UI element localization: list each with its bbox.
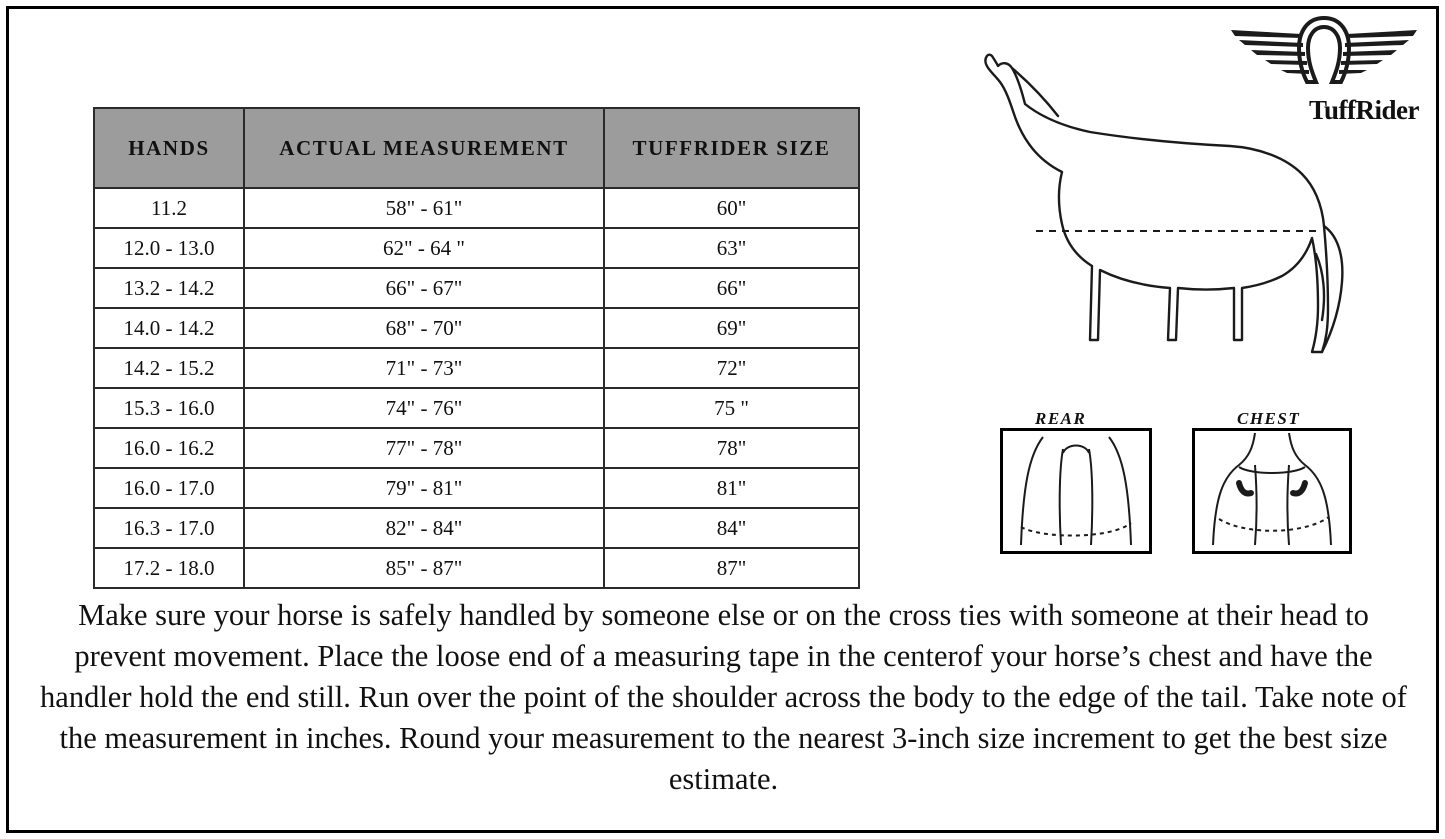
cell-size: 87" (604, 548, 859, 588)
cell-actual: 68" - 70" (244, 308, 604, 348)
horse-side-profile-outline-icon (930, 40, 1360, 400)
column-header-hands: HANDS (94, 108, 244, 188)
cell-actual: 79" - 81" (244, 468, 604, 508)
cell-hands: 11.2 (94, 188, 244, 228)
table-row (94, 508, 859, 548)
horse-chest-view-outline-icon (1192, 428, 1352, 554)
table-row (94, 228, 859, 268)
column-header-tuffrider-size: TUFFRIDER SIZE (604, 108, 859, 188)
cell-actual: 71" - 73" (244, 348, 604, 388)
cell-hands: 14.2 - 15.2 (94, 348, 244, 388)
cell-size: 84" (604, 508, 859, 548)
table-row (94, 308, 859, 348)
cell-actual: 77" - 78" (244, 428, 604, 468)
size-table (93, 107, 860, 589)
cell-size: 78" (604, 428, 859, 468)
cell-size: 75 " (604, 388, 859, 428)
table-row (94, 388, 859, 428)
cell-actual: 62" - 64 " (244, 228, 604, 268)
table-row (94, 428, 859, 468)
cell-actual: 66" - 67" (244, 268, 604, 308)
cell-actual: 82" - 84" (244, 508, 604, 548)
cell-actual: 58" - 61" (244, 188, 604, 228)
cell-size: 72" (604, 348, 859, 388)
measuring-instructions: Make sure your horse is safely handled by someone else or on the cross ties with someone at their head to prevent movement. Place the loose end of a measuring tape in the centerof your horse’s chest and have the handler hold the end still. Run over the point of the shoulder across the body to the edge of the tail. Take note of the measurement in inches. Round your measurement to the nearest 3-inch size increment to get the best size estimate. (40, 598, 1407, 796)
cell-hands: 15.3 - 16.0 (94, 388, 244, 428)
column-header-actual-measurement: ACTUAL MEASUREMENT (244, 108, 604, 188)
table-row (94, 468, 859, 508)
cell-size: 60" (604, 188, 859, 228)
size-table-container (93, 107, 858, 589)
cell-hands: 14.0 - 14.2 (94, 308, 244, 348)
table-row (94, 348, 859, 388)
cell-hands: 13.2 - 14.2 (94, 268, 244, 308)
table-row (94, 268, 859, 308)
chest-diagram-caption: CHEST (1237, 409, 1301, 428)
table-header-row (94, 108, 859, 188)
brand-name: TuffRider (1308, 95, 1419, 125)
cell-size: 81" (604, 468, 859, 508)
cell-hands: 12.0 - 13.0 (94, 228, 244, 268)
cell-hands: 16.0 - 17.0 (94, 468, 244, 508)
horse-rear-view-outline-icon (1000, 428, 1152, 554)
cell-size: 66" (604, 268, 859, 308)
cell-hands: 16.0 - 16.2 (94, 428, 244, 468)
cell-hands: 17.2 - 18.0 (94, 548, 244, 588)
cell-size: 63" (604, 228, 859, 268)
cell-actual: 74" - 76" (244, 388, 604, 428)
cell-hands: 16.3 - 17.0 (94, 508, 244, 548)
table-row (94, 548, 859, 588)
cell-size: 69" (604, 308, 859, 348)
cell-actual: 85" - 87" (244, 548, 604, 588)
table-row (94, 188, 859, 228)
rear-diagram-caption: REAR (1035, 409, 1087, 428)
